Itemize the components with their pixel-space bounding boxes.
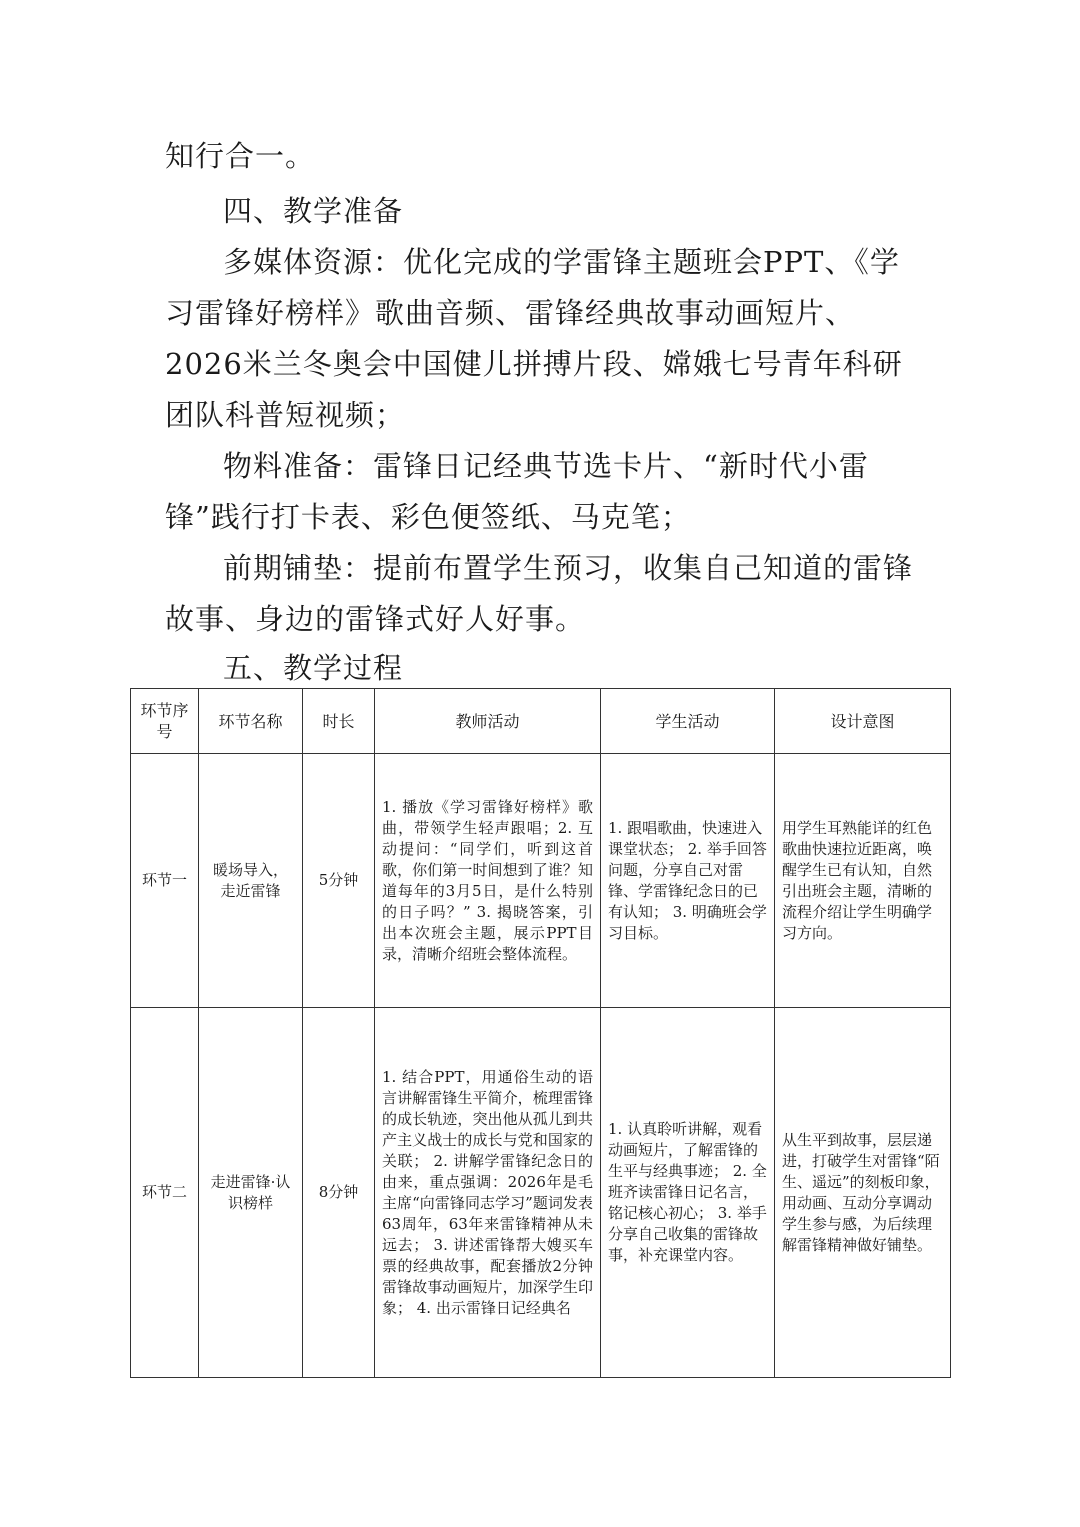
paragraph-preliminary-preparation: 前期铺垫：提前布置学生预习，收集自己知道的雷锋故事、身边的雷锋式好人好事。 (165, 551, 914, 636)
table-header-row (131, 689, 951, 754)
header-duration: 时长 (303, 689, 375, 754)
header-name: 环节名称 (199, 689, 303, 754)
header-seq: 环节序号 (131, 689, 199, 754)
header-student-activity: 学生活动 (601, 689, 775, 754)
cell-student-activity: 1. 认真聆听讲解，观看动画短片，了解雷锋的生平与经典事迹； 2. 全班齐读雷锋日记名言，铭记核心初心； 3. 举手分享自己收集的雷锋故事，补充课堂内容。 (601, 1008, 775, 1378)
section-heading-teaching-process: 五、教学过程 (223, 651, 404, 685)
cell-duration: 5分钟 (303, 754, 375, 1008)
header-design-intent: 设计意图 (775, 689, 951, 754)
teaching-process-table (130, 688, 951, 1378)
cell-seq: 环节二 (131, 1008, 199, 1378)
cell-teacher-activity: 1. 播放《学习雷锋好榜样》歌曲，带领学生轻声跟唱；2. 互动提问：“同学们，听到这首歌，你们第一时间想到了谁？知道每年的3月5日，是什么特别的日子吗？” 3. 揭晓答案，引出本次班会主题，展示PPT目录，清晰介绍班会整体流程。 (375, 754, 601, 1008)
header-teacher-activity: 教师活动 (375, 689, 601, 754)
cell-seq: 环节一 (131, 754, 199, 1008)
cell-teacher-activity: 1. 结合PPT，用通俗生动的语言讲解雷锋生平简介，梳理雷锋的成长轨迹，突出他从孤儿到共产主义战士的成长与党和国家的关联； 2. 讲解学雷锋纪念日的由来，重点强调：2026年是毛主席“向雷锋同志学习”题词发表63周年，63年来雷锋精神从未远去； 3. 讲述雷锋帮大嫂买车票的经典故事，配套播放2分钟雷锋故事动画短片，加深学生印象； 4. 出示雷锋日记经典名 (375, 1008, 601, 1378)
paragraph-conclusion: 知行合一。 (165, 139, 316, 173)
cell-name: 走进雷锋·认识榜样 (199, 1008, 303, 1378)
table-row (131, 1008, 951, 1378)
cell-name: 暖场导入，走近雷锋 (199, 754, 303, 1008)
paragraph-multimedia-resources: 多媒体资源：优化完成的学雷锋主题班会PPT、《学习雷锋好榜样》歌曲音频、雷锋经典故事动画短片、2026米兰冬奥会中国健儿拼搏片段、嫦娥七号青年科研团队科普短视频； (165, 245, 903, 432)
table-row (131, 754, 951, 1008)
section-heading-teaching-preparation: 四、教学准备 (223, 194, 404, 228)
cell-student-activity: 1. 跟唱歌曲，快速进入课堂状态； 2. 举手回答问题，分享自己对雷锋、学雷锋纪念日的已有认知； 3. 明确班会学习目标。 (601, 754, 775, 1008)
cell-design-intent: 用学生耳熟能详的红色歌曲快速拉近距离，唤醒学生已有认知，自然引出班会主题，清晰的流程介绍让学生明确学习方向。 (775, 754, 951, 1008)
cell-design-intent: 从生平到故事，层层递进，打破学生对雷锋“陌生、遥远”的刻板印象，用动画、互动分享调动学生参与感，为后续理解雷锋精神做好铺垫。 (775, 1008, 951, 1378)
paragraph-material-preparation: 物料准备：雷锋日记经典节选卡片、“新时代小雷锋”践行打卡表、彩色便签纸、马克笔； (165, 449, 869, 534)
cell-duration: 8分钟 (303, 1008, 375, 1378)
